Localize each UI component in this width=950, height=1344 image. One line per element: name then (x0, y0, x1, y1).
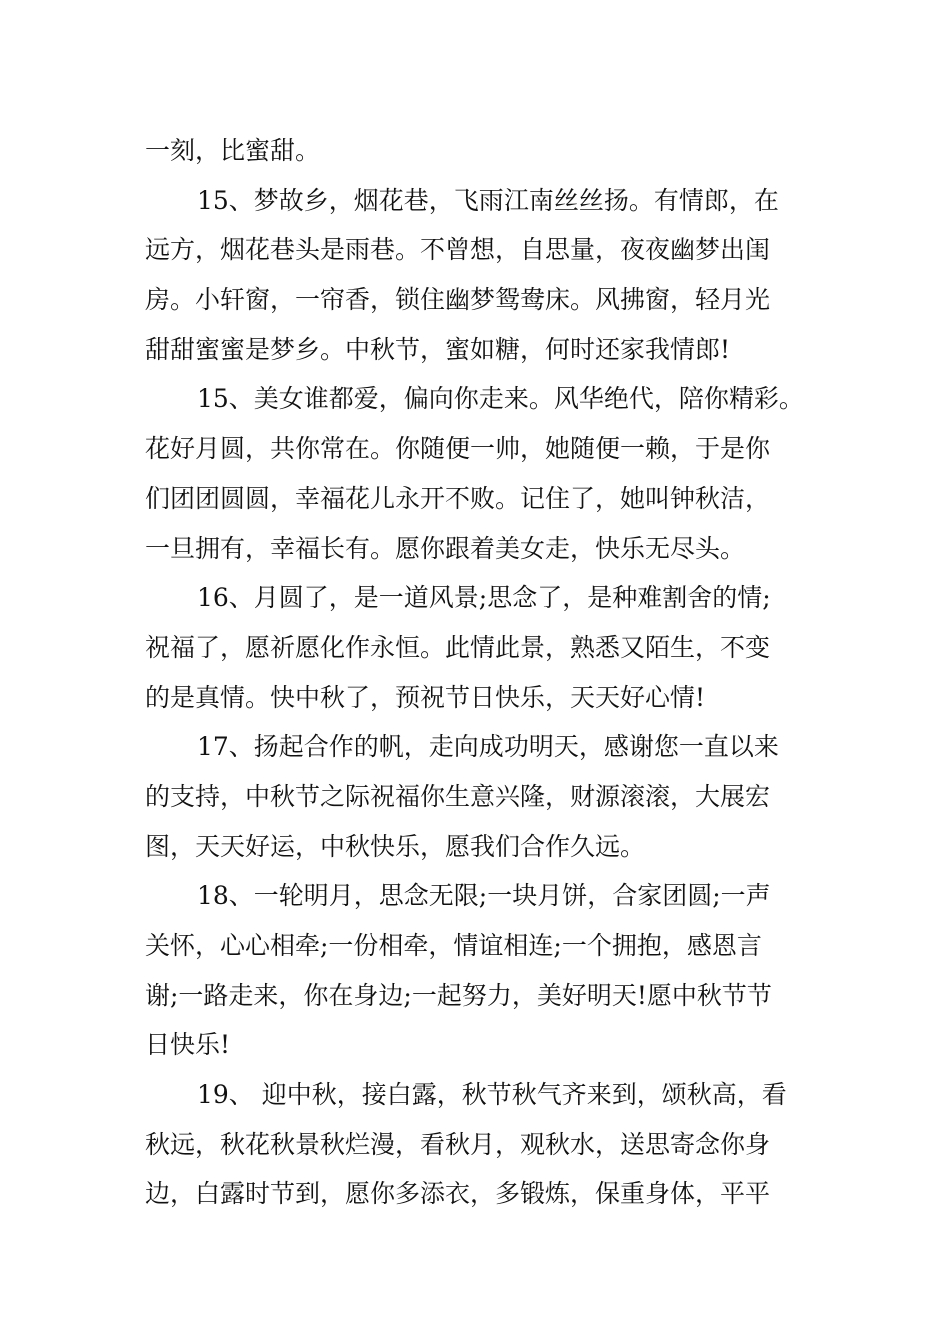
text-line: 的支持，中秋节之际祝福你生意兴隆，财源滚滚，大展宏 (145, 781, 771, 811)
text-line: 16、月圆了，是一道风景;思念了，是种难割舍的情; (197, 583, 771, 613)
text-line: 房。小轩窗，一帘香，锁住幽梦鸳鸯床。风拂窗，轻月光 (145, 285, 771, 315)
text-line: 祝福了，愿祈愿化作永恒。此情此景，熟悉又陌生，不变 (145, 632, 771, 662)
text-line: 一刻，比蜜甜。 (145, 136, 321, 165)
text-line: 们团团圆圆，幸福花儿永开不败。记住了，她叫钟秋洁， (145, 483, 771, 513)
text-line: 甜甜蜜蜜是梦乡。中秋节，蜜如糖，何时还家我情郎! (145, 334, 731, 364)
text-line: 日快乐! (145, 1030, 231, 1060)
text-line: 一旦拥有，幸福长有。愿你跟着美女走，快乐无尽头。 (145, 533, 746, 563)
text-line: 远方，烟花巷头是雨巷。不曾想，自思量，夜夜幽梦出闺 (145, 235, 771, 265)
text-line: 图，天天好运，中秋快乐，愿我们合作久远。 (145, 831, 646, 861)
text-line: 关怀，心心相牵;一份相牵，情谊相连;一个拥抱，感恩言 (145, 931, 762, 960)
text-line: 秋远，秋花秋景秋烂漫，看秋月，观秋水，送思寄念你身 (145, 1129, 771, 1159)
text-line: 15、梦故乡，烟花巷，飞雨江南丝丝扬。有情郎，在 (197, 185, 779, 215)
text-line: 边，白露时节到，愿你多添衣，多锻炼，保重身体，平平 (145, 1179, 771, 1209)
text-line: 17、扬起合作的帆，走向成功明天，感谢您一直以来 (197, 732, 779, 762)
text-line: 花好月圆，共你常在。你随便一帅，她随便一赖，于是你 (145, 434, 771, 464)
text-line: 15、美女谁都爱，偏向你走来。风华绝代，陪你精彩。 (197, 384, 804, 414)
text-line: 的是真情。快中秋了，预祝节日快乐，天天好心情! (145, 682, 706, 712)
document-body (145, 126, 813, 1219)
text-line: 谢;一路走来，你在身边;一起努力，美好明天!愿中秋节节 (145, 980, 772, 1010)
text-line: 18、一轮明月，思念无限;一块月饼，合家团圆;一声 (197, 881, 771, 911)
text-line: 19、 迎中秋，接白露，秋节秋气齐来到，颂秋高，看 (197, 1080, 787, 1110)
